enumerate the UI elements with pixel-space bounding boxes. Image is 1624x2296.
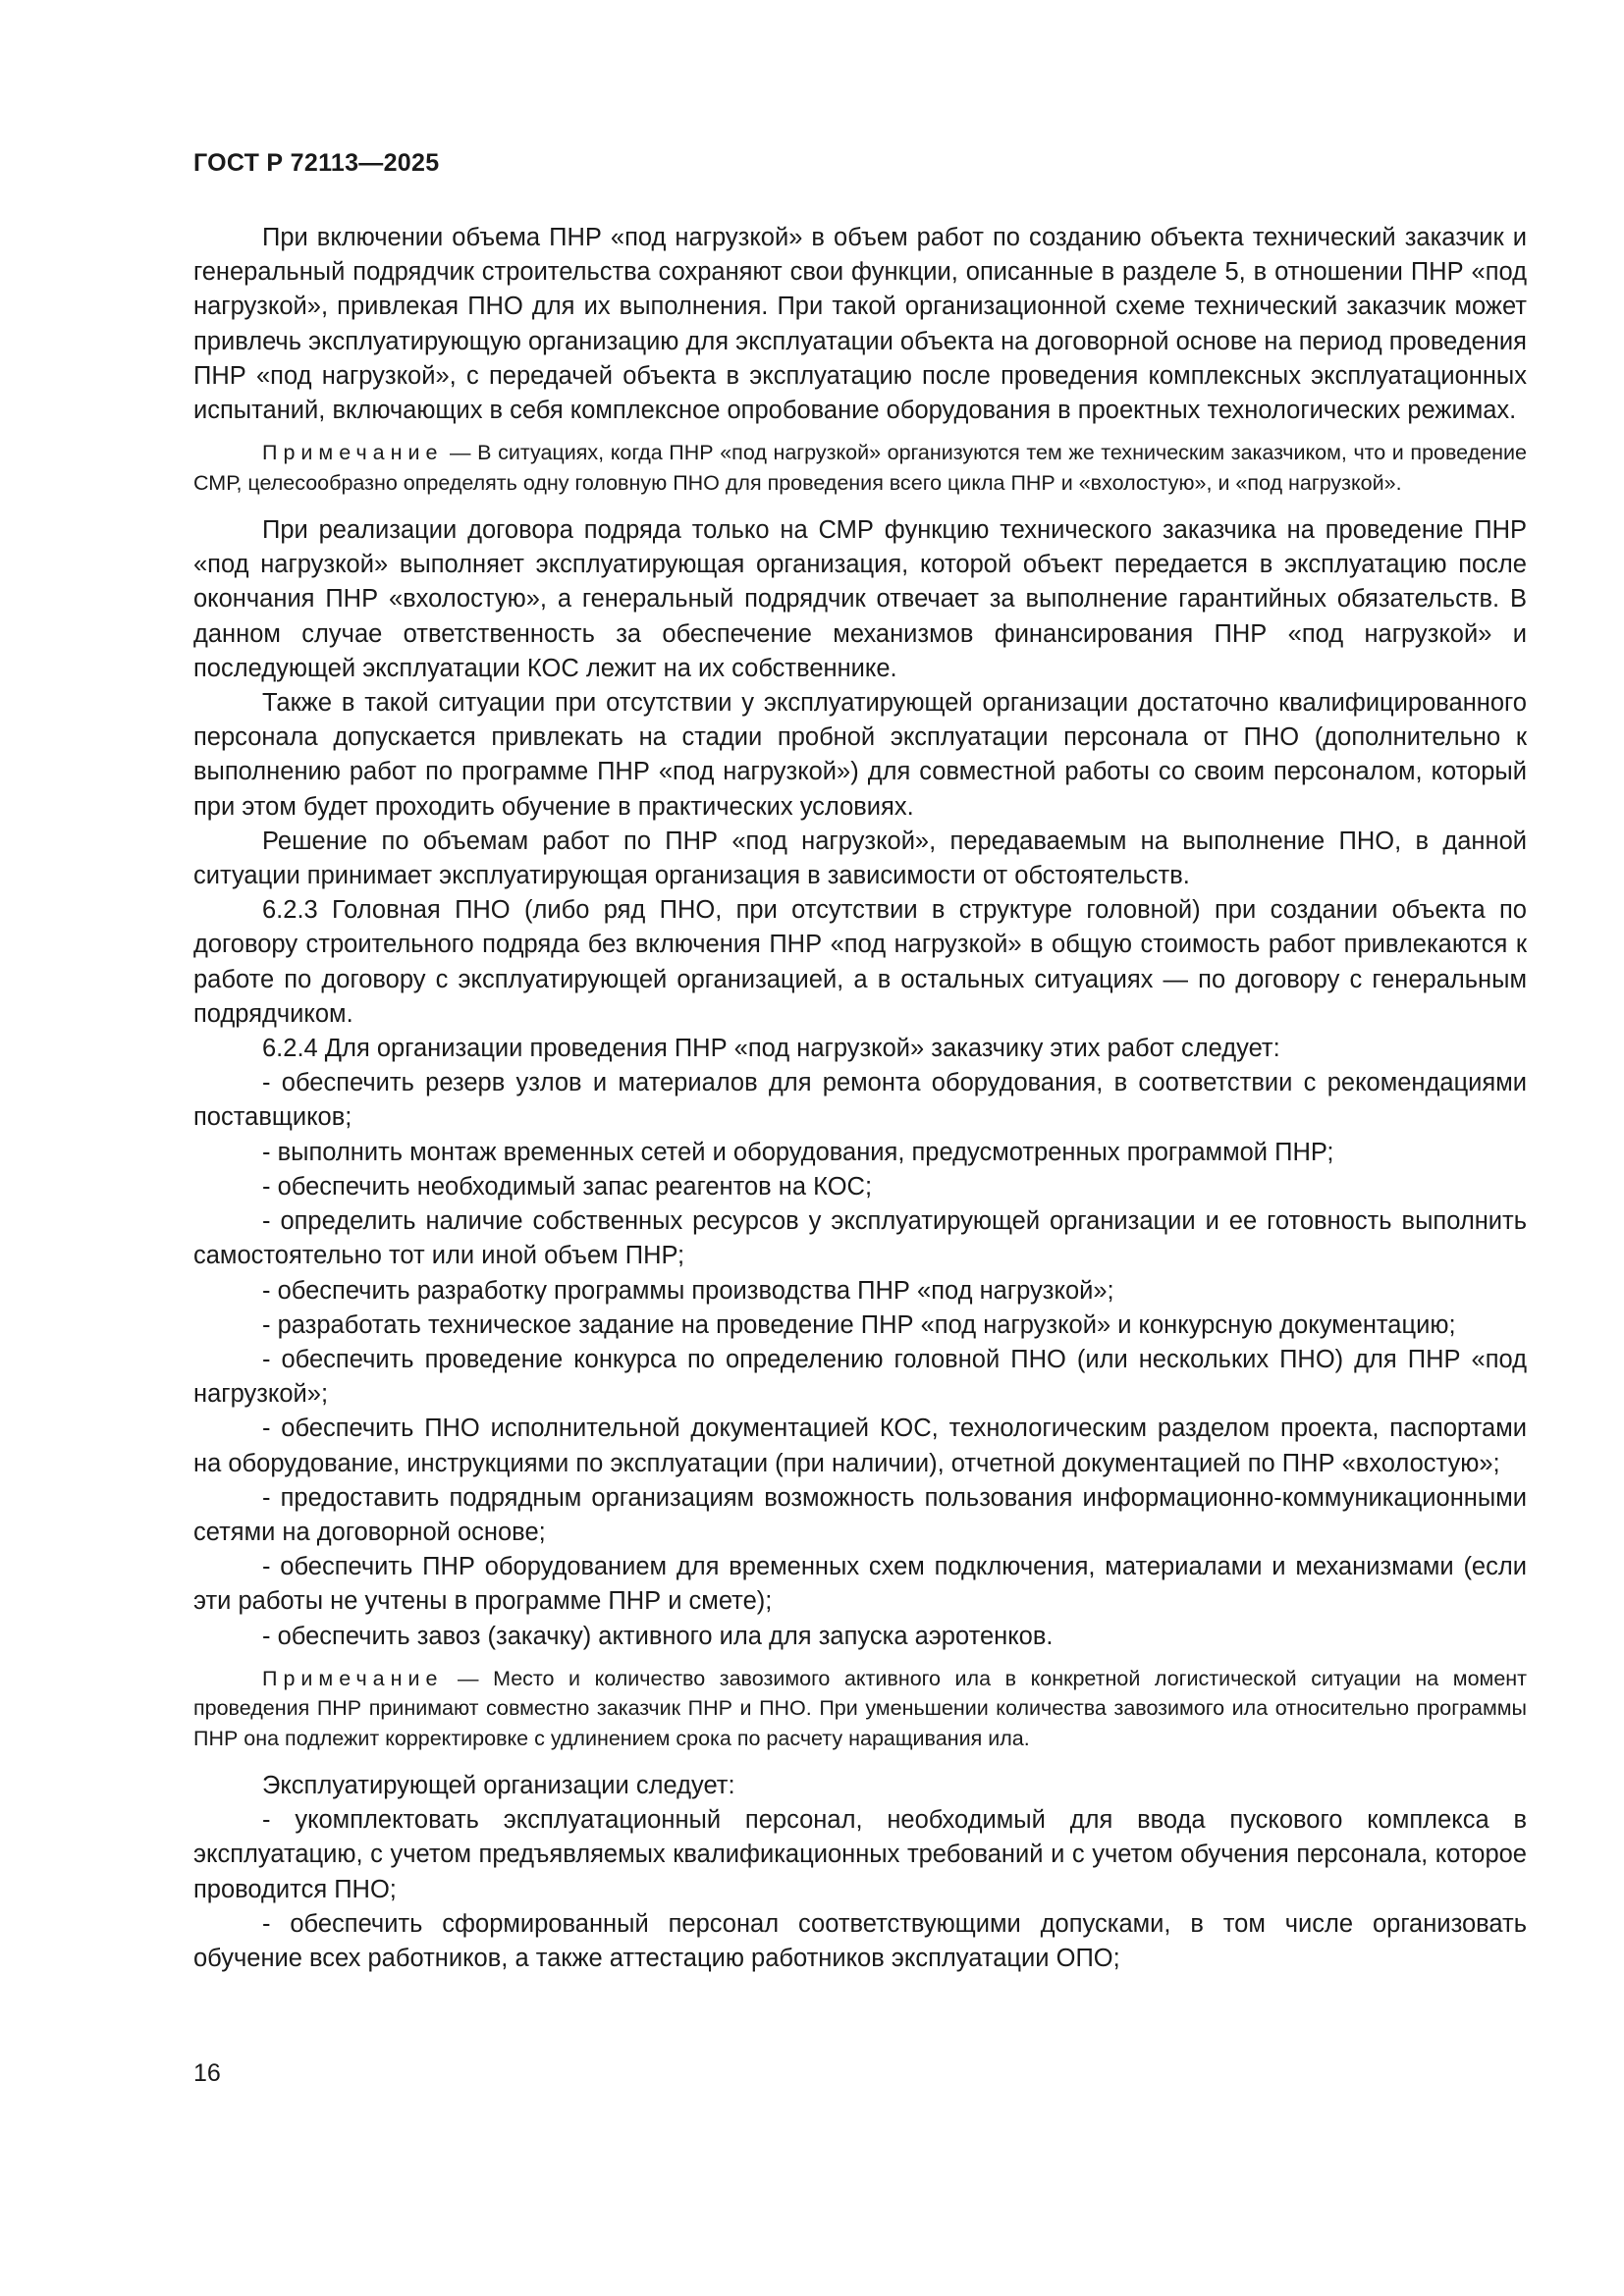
note <box>193 438 1527 498</box>
list-item: - обеспечить разработку программы производства ПНР «под нагрузкой»; <box>262 1276 1114 1305</box>
list-item: - разработать техническое задание на проведение ПНР «под нагрузкой» и конкурсную документацию; <box>262 1310 1456 1339</box>
clause-6-2-4: 6.2.4 Для организации проведения ПНР «под нагрузкой» заказчику этих работ следует: <box>262 1035 1280 1063</box>
page-number: 16 <box>193 2059 221 2087</box>
list-item: - предоставить подрядным организациям возможность пользования информационно-коммуникационными сетями на договорной основе; <box>193 1483 1527 1546</box>
list-item: - обеспечить проведение конкурса по определению головной ПНО (или нескольких ПНО) для ПНР «под нагрузкой»; <box>193 1345 1527 1409</box>
note-text: — Место и количество завозимого активного ила в конкретной логистической ситуации на момент проведения ПНР принимают совместно заказчик ПНР и ПНО. При уменьшении количества завозимого ила относительно программы ПНР она подлежит корректировке с удлинением срока по расчету наращивания ила. <box>193 1666 1527 1750</box>
paragraph: При включении объема ПНР «под нагрузкой» в объем работ по созданию объекта технический заказчик и генеральный подрядчик строительства сохраняют свои функции, описанные в разделе 5, в отношении ПНР «под нагрузкой», привлекая ПНО для их выполнения. При такой организационной схеме технический заказчик может привлечь эксплуатирующую организацию для эксплуатации объекта на договорной основе на период проведения ПНР «под нагрузкой», с передачей объекта в эксплуатацию после проведения комплексных эксплуатационных испытаний, включающих в себя комплексное опробование оборудования в проектных технологических режимах. <box>193 224 1527 425</box>
paragraph: Также в такой ситуации при отсутствии у эксплуатирующей организации достаточно квалифицированного персонала допускается привлекать на стадии пробной эксплуатации персонала от ПНО (дополнительно к выполнению работ по программе ПНР «под нагрузкой») для совместной работы со своим персоналом, который при этом будет проходить обучение в практических условиях. <box>193 689 1527 821</box>
note-label: Примечание <box>262 1666 444 1690</box>
clause-6-2-3: 6.2.3 Головная ПНО (либо ряд ПНО, при отсутствии в структуре головной) при создании объекта по договору строительного подряда без включения ПНР «под нагрузкой» в общую стоимость работ привлекаются к работе по договору с эксплуатирующей организацией, а в остальных ситуациях — по договору с генеральным подрядчиком. <box>193 896 1527 1028</box>
note-label: Примечание <box>262 441 444 465</box>
list-item: - укомплектовать эксплуатационный персонал, необходимый для ввода пускового комплекса в эксплуатацию, с учетом предъявляемых квалификационных требований и с учетом обучения персонала, которое проводится ПНО; <box>193 1806 1527 1903</box>
list-item: - обеспечить ПНР оборудованием для временных схем подключения, материалами и механизмами (если эти работы не учтены в программе ПНР и смете); <box>193 1553 1527 1616</box>
paragraph: Эксплуатирующей организации следует: <box>262 1771 735 1799</box>
list-item: - обеспечить сформированный персонал соответствующими допусками, в том числе организовать обучение всех работников, а также аттестацию работников эксплуатации ОПО; <box>193 1909 1527 1972</box>
paragraph: При реализации договора подряда только на СМР функцию технического заказчика на проведение ПНР «под нагрузкой» выполняет эксплуатирующая организация, которой объект передается в эксплуатацию после окончания ПНР «вхолостую», а генеральный подрядчик отвечает за выполнение гарантийных обязательств. В данном случае ответственность за обеспечение механизмов финансирования ПНР «под нагрузкой» и последующей эксплуатации КОС лежит на их собственнике. <box>193 516 1527 682</box>
document-body <box>193 221 1527 1976</box>
document-header: ГОСТ Р 72113—2025 <box>193 149 440 177</box>
list-item: - обеспечить завоз (закачку) активного ила для запуска аэротенков. <box>262 1622 1054 1650</box>
list-item: - обеспечить резерв узлов и материалов для ремонта оборудования, в соответствии с рекомендациями поставщиков; <box>193 1069 1527 1132</box>
paragraph: Решение по объемам работ по ПНР «под нагрузкой», передаваемым на выполнение ПНО, в данной ситуации принимает эксплуатирующая организация в зависимости от обстоятельств. <box>193 827 1527 890</box>
list-item: - выполнить монтаж временных сетей и оборудования, предусмотренных программой ПНР; <box>262 1138 1334 1166</box>
note <box>193 1664 1527 1753</box>
list-item: - определить наличие собственных ресурсов у эксплуатирующей организации и ее готовность выполнить самостоятельно тот или иной объем ПНР; <box>193 1207 1527 1270</box>
list-item: - обеспечить необходимый запас реагентов на КОС; <box>262 1172 873 1201</box>
list-item: - обеспечить ПНО исполнительной документацией КОС, технологическим разделом проекта, паспортами на оборудование, инструкциями по эксплуатации (при наличии), отчетной документацией по ПНР «вхолостую»; <box>193 1415 1527 1477</box>
note-text: — В ситуациях, когда ПНР «под нагрузкой» организуются тем же техническим заказчиком, что и проведение СМР, целесообразно определять одну головную ПНО для проведения всего цикла ПНР и «вхолостую», и «под нагрузкой». <box>193 441 1527 495</box>
